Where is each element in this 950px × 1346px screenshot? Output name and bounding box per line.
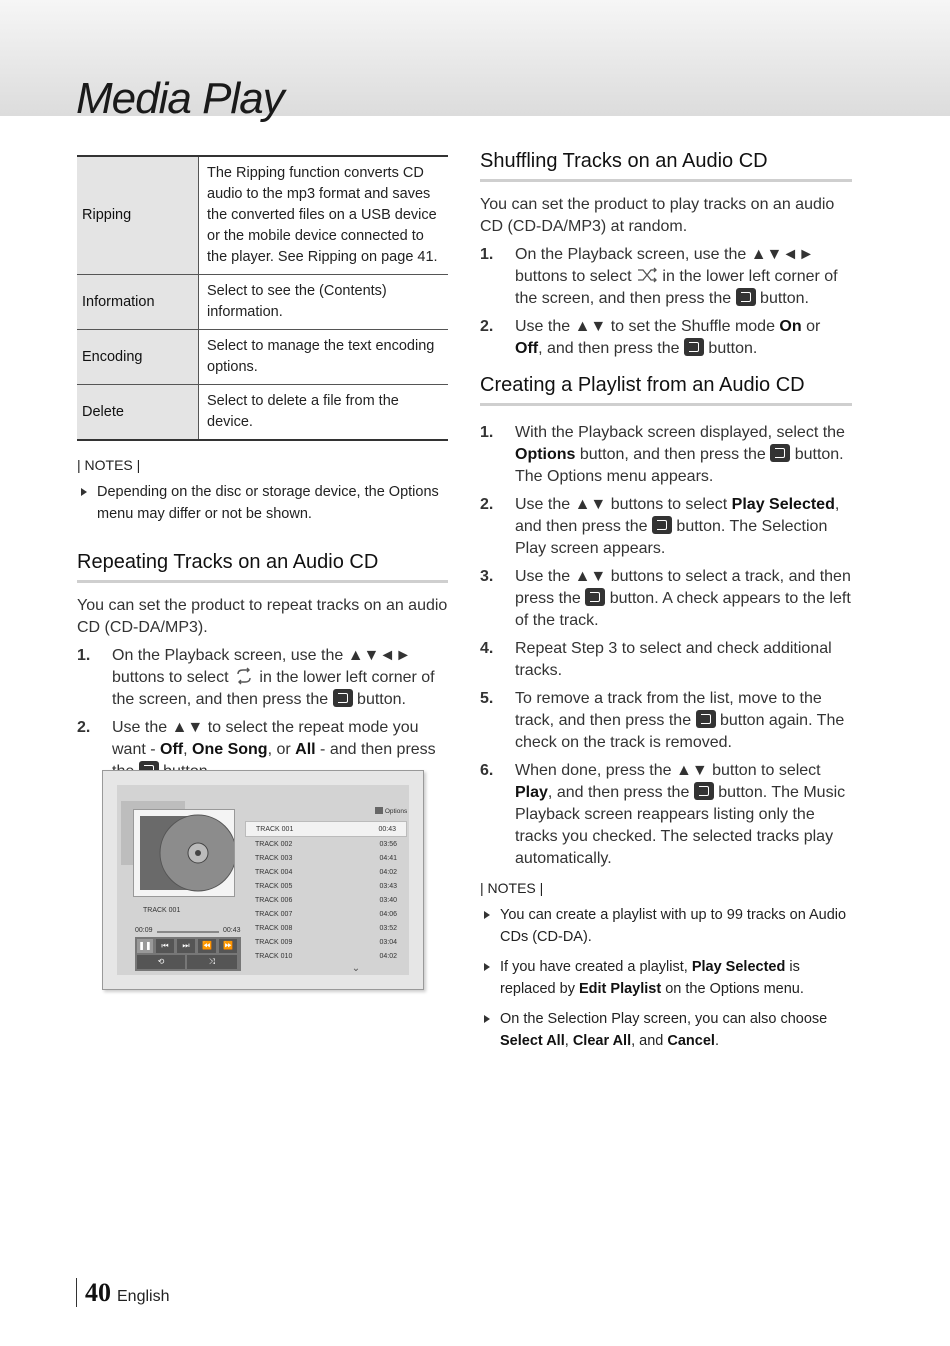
play-term: Play [515,784,548,801]
track-name: TRACK 006 [255,896,293,904]
step-text: - and then press [320,741,436,758]
step-number: 4. [480,640,494,657]
repeat-button[interactable]: ⟲ [137,955,185,969]
scroll-down-icon[interactable]: ⌄ [351,963,361,974]
track-time: 03:04 [379,938,397,946]
section-heading-repeat: Repeating Tracks on an Audio CD [77,551,448,583]
mode-off: Off [160,741,184,758]
track-name: TRACK 003 [255,854,293,862]
track-name: TRACK 007 [255,910,293,918]
track-time: 04:02 [379,868,397,876]
step-item [480,422,852,488]
pause-button[interactable]: ❚❚ [137,939,153,953]
enter-button-icon [694,782,714,800]
step-item [480,760,852,870]
step-number: 2. [480,496,494,513]
mode-all: All [295,741,316,758]
note-text: Depending on the disc or storage device, the Options menu may differ or not be shown. [97,484,439,522]
step-text: in the lower left corner of the screen, and then press the [515,268,838,307]
enter-button-icon [770,444,790,462]
time-elapsed: 00:09 [135,927,153,934]
step-text: button again. The check on the track is removed. [515,712,845,751]
track-name: TRACK 005 [255,882,293,890]
options-label: Options [384,808,408,815]
table-row [77,156,448,275]
mode-on: On [779,318,802,335]
step-text: On the Playback screen, use the ▲▼◄► buttons to select [112,647,412,686]
note-text: , and [631,1033,668,1049]
step-text: Use the ▲▼ to select the repeat mode you want - [112,719,419,758]
section-heading-shuffle: Shuffling Tracks on an Audio CD [480,150,852,182]
step-number: 3. [480,568,494,585]
option-key: Information [77,275,199,330]
step-text: button. The Options menu appears. [515,446,844,485]
bullet-triangle-icon [484,911,490,919]
track-row[interactable] [245,921,407,935]
track-row[interactable] [245,893,407,907]
step-text: , and then press the [538,340,684,357]
track-row[interactable] [245,865,407,879]
section-intro: You can set the product to repeat tracks on an audio CD (CD-DA/MP3). [77,597,448,636]
section-heading-playlist: Creating a Playlist from an Audio CD [480,374,852,406]
page-number: 40 [76,1278,111,1307]
progress-bar[interactable] [157,931,219,933]
step-text: button. [703,340,758,357]
track-name: TRACK 010 [255,952,293,960]
enter-button-icon [333,689,353,707]
shuffle-icon [636,266,658,284]
track-row[interactable] [245,821,407,837]
step-number: 1. [480,246,494,263]
step-text: , and then press the [515,496,840,535]
track-name: TRACK 001 [256,825,294,833]
step-item [480,316,852,360]
option-desc: Select to delete a file from the device. [199,385,449,441]
step-text: With the Playback screen displayed, select the [515,424,845,441]
mode-off: Off [515,340,539,357]
cd-disc-icon [134,810,234,896]
step-text: Use the ▲▼ buttons to select [515,496,732,513]
step-text: in the lower left corner of the screen, and then press the [112,669,435,708]
enter-button-icon [696,710,716,728]
note-text: On the Selection Play screen, you can also choose [500,1011,828,1027]
previous-button[interactable]: ⏮ [156,939,174,953]
step-text: button. A check appears to the left of the track. [515,590,851,629]
fast-forward-button[interactable]: ⏩ [219,939,237,953]
enter-button-icon [585,588,605,606]
page-title: Media Play [76,74,284,123]
step-number: 2. [480,318,494,335]
note-text: If you have created a playlist, [500,959,692,975]
track-row[interactable] [245,851,407,865]
clear-all-term: Clear All [572,1033,632,1049]
step-text: button. [352,691,406,708]
note-text: . [714,1033,719,1049]
page-language: English [117,1288,170,1305]
track-name: TRACK 008 [255,924,293,932]
step-item [480,638,852,682]
step-item [77,645,448,711]
note-text: , [564,1033,573,1049]
track-name: TRACK 004 [255,868,293,876]
enter-button-icon [652,516,672,534]
next-button[interactable]: ⏭ [177,939,195,953]
step-text: To remove a track from the list, move to the track, and then press the [515,690,822,729]
step-text: button. [755,290,809,307]
edit-playlist-term: Edit Playlist [579,981,662,997]
track-time: 03:43 [379,882,397,890]
table-row [77,385,448,441]
track-time: 03:40 [379,896,397,904]
table-row [77,330,448,385]
option-desc: Select to manage the text encoding options. [199,330,449,385]
right-column [480,150,852,1052]
step-number: 1. [480,424,494,441]
option-key: Ripping [77,156,199,275]
play-selected-term: Play Selected [731,496,835,513]
step-item [480,688,852,754]
step-text: Repeat Step 3 to select and check additional tracks. [515,640,832,679]
bullet-triangle-icon [484,963,490,971]
step-text: button. The Selection Play screen appears. [515,518,828,557]
note-item [480,956,852,1000]
notes-label: | NOTES | [77,457,141,473]
step-text: Use the ▲▼ buttons to select a track, and then press the [515,568,851,607]
step-text: Use the ▲▼ to set the Shuffle mode [515,318,780,335]
play-selected-term: Play Selected [691,959,786,975]
options-table [77,155,448,441]
step-item [480,566,852,632]
step-text: , or [267,741,296,758]
enter-button-icon [684,338,704,356]
step-number: 6. [480,762,494,779]
step-text: button. The Music Playback screen reappears listing only the tracks you checked. The selected tracks play automatically. [515,784,846,867]
mode-one-song: One Song [192,741,268,758]
note-text: is replaced by [500,959,800,997]
options-term: Options [515,446,576,463]
enter-button-icon [736,288,756,306]
track-list [245,821,407,974]
options-hint[interactable] [375,807,407,815]
track-time: 04:06 [379,910,397,918]
step-text: button, and then press the [575,446,771,463]
step-number: 5. [480,690,494,707]
step-text: , and then press the [547,784,694,801]
section-intro: You can set the product to play tracks on an audio CD (CD-DA/MP3) at random. [480,196,835,235]
table-row [77,275,448,330]
track-time: 04:02 [379,952,397,960]
track-time: 03:56 [379,840,397,848]
note-item [77,481,448,525]
cancel-term: Cancel [667,1033,715,1049]
track-row[interactable] [245,907,407,921]
now-playing-track: TRACK 001 [143,907,181,914]
time-total: 00:43 [223,927,241,934]
step-text: When done, press the ▲▼ button to select [515,762,821,779]
note-item [480,904,852,948]
page-footer [76,1278,169,1308]
left-column [77,155,448,783]
select-all-term: Select All [500,1033,565,1049]
transport-controls [135,937,241,971]
step-text: On the Playback screen, use the ▲▼◄► buttons to select [515,246,815,285]
track-row[interactable] [245,837,407,851]
screen-background [117,785,409,975]
track-row[interactable] [245,949,407,963]
shuffle-button[interactable]: ⤨ [187,955,237,969]
option-desc: Select to see the (Contents) information. [199,275,449,330]
step-text: or [801,318,821,335]
track-row[interactable] [245,935,407,949]
step-number: 1. [77,647,91,664]
bullet-triangle-icon [81,488,87,496]
note-text: on the Options menu. [661,981,804,997]
step-item [480,494,852,560]
repeat-icon [233,667,255,685]
notes-label: | NOTES | [480,880,544,896]
step-number: 2. [77,719,91,736]
track-name: TRACK 002 [255,840,293,848]
bullet-triangle-icon [484,1015,490,1023]
step-item [480,244,852,310]
options-key-icon [375,807,383,814]
playback-screen-illustration [102,770,424,990]
track-time: 00:43 [378,825,396,833]
track-time: 04:41 [379,854,397,862]
option-desc: The Ripping function converts CD audio to the mp3 format and saves the converted files on a USB device or the mobile device connected to the player. See Ripping on page 41. [199,156,449,275]
track-name: TRACK 009 [255,938,293,946]
track-time: 03:52 [379,924,397,932]
option-key: Encoding [77,330,199,385]
note-text: You can create a playlist with up to 99 tracks on Audio CDs (CD-DA). [500,907,847,945]
step-text: , [183,741,193,758]
rewind-button[interactable]: ⏪ [198,939,216,953]
album-art [133,809,235,897]
track-row[interactable] [245,879,407,893]
note-item [480,1008,852,1052]
option-key: Delete [77,385,199,441]
